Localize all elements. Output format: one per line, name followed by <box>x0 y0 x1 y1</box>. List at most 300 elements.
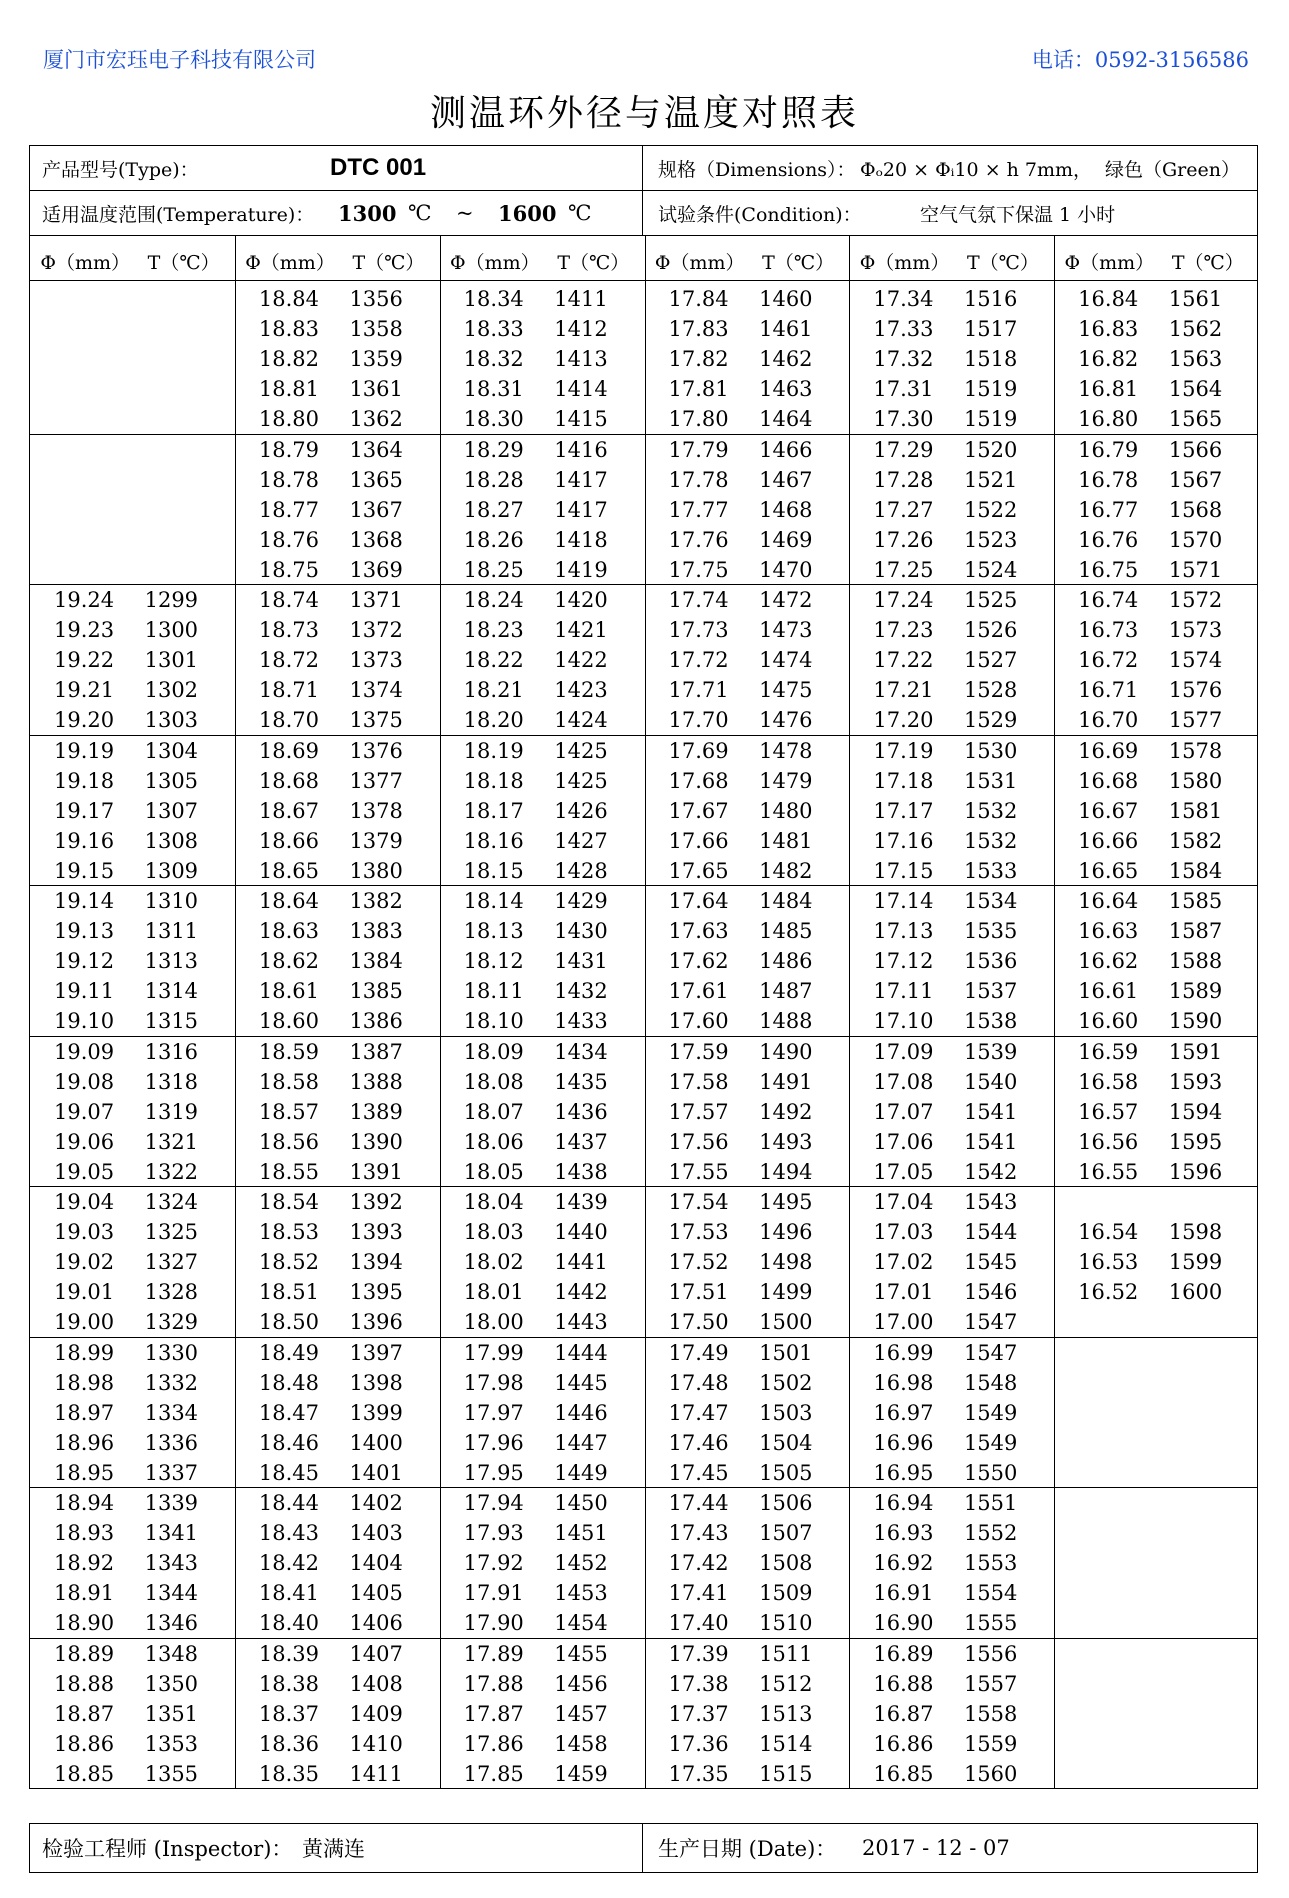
temperature-cell: 1436 <box>554 1099 608 1124</box>
diameter-cell: 16.53 <box>1078 1250 1139 1275</box>
diameter-cell: 16.55 <box>1078 1159 1139 1184</box>
diameter-cell: 18.99 <box>54 1340 115 1365</box>
group-divider <box>30 1638 1257 1639</box>
diameter-cell: 18.38 <box>258 1671 319 1696</box>
temperature-cell: 1566 <box>1168 437 1223 462</box>
temperature-cell: 1404 <box>349 1551 403 1576</box>
diameter-cell: 16.57 <box>1078 1099 1139 1124</box>
temperature-cell: 1594 <box>1168 1099 1223 1124</box>
diameter-cell: 17.18 <box>873 768 934 793</box>
temperature-cell: 1308 <box>144 828 199 853</box>
temperature-cell: 1449 <box>554 1460 608 1485</box>
diameter-cell: 18.61 <box>258 979 319 1004</box>
diameter-cell: 18.90 <box>54 1611 115 1636</box>
diameter-cell: 17.10 <box>873 1009 934 1034</box>
diameter-cell: 19.19 <box>54 738 115 763</box>
diameter-cell: 17.03 <box>873 1220 934 1245</box>
diameter-cell: 17.93 <box>463 1521 524 1546</box>
diameter-cell: 18.62 <box>258 949 319 974</box>
temperature-cell: 1390 <box>349 1129 403 1154</box>
diameter-cell: 18.42 <box>258 1551 319 1576</box>
temperature-cell: 1599 <box>1168 1250 1223 1275</box>
temperature-cell: 1547 <box>963 1340 1018 1365</box>
temperature-cell: 1428 <box>554 858 608 883</box>
diameter-cell: 17.61 <box>668 979 729 1004</box>
diameter-cell: 17.16 <box>873 828 934 853</box>
temperature-cell: 1304 <box>144 738 199 763</box>
temperature-cell: 1447 <box>554 1430 608 1455</box>
temperature-cell: 1416 <box>554 437 608 462</box>
diameter-cell: 16.94 <box>873 1491 934 1515</box>
diameter-cell: 18.40 <box>258 1611 319 1636</box>
temperature-cell: 1488 <box>759 1009 813 1034</box>
temperature-cell: 1302 <box>144 678 199 703</box>
temperature-cell: 1580 <box>1168 768 1223 793</box>
type-value: DTC 001 <box>330 154 427 181</box>
diameter-cell: 18.52 <box>258 1250 319 1275</box>
diameter-cell: 17.32 <box>873 347 934 372</box>
temperature-cell: 1552 <box>963 1521 1018 1546</box>
diameter-cell: 17.11 <box>873 979 934 1004</box>
temperature-cell: 1547 <box>963 1310 1018 1335</box>
diameter-cell: 19.12 <box>54 949 115 974</box>
temperature-cell: 1553 <box>963 1551 1018 1576</box>
temperature-cell: 1468 <box>759 497 813 522</box>
temperature-cell: 1596 <box>1168 1159 1223 1184</box>
temperature-cell: 1467 <box>759 467 813 492</box>
diameter-cell: 17.39 <box>668 1641 729 1666</box>
diameter-cell: 17.04 <box>873 1190 934 1214</box>
diameter-cell: 17.60 <box>668 1009 729 1034</box>
diameter-cell: 16.98 <box>873 1370 934 1395</box>
diameter-cell: 19.02 <box>54 1250 115 1275</box>
diameter-cell: 17.00 <box>873 1310 934 1335</box>
diameter-cell: 17.15 <box>873 858 934 883</box>
diameter-cell: 17.43 <box>668 1521 729 1546</box>
temperature-cell: 1525 <box>963 588 1018 612</box>
temperature-cell: 1309 <box>144 858 199 883</box>
diameter-cell: 17.56 <box>668 1129 729 1154</box>
diameter-cell: 17.05 <box>873 1159 934 1184</box>
info-row-type <box>30 146 1257 191</box>
diameter-cell: 18.31 <box>463 377 524 402</box>
temperature-cell: 1505 <box>759 1460 813 1485</box>
temperature-cell: 1358 <box>349 317 403 342</box>
diameter-cell: 17.13 <box>873 919 934 944</box>
diameter-cell: 16.95 <box>873 1460 934 1485</box>
temperature-cell: 1373 <box>349 648 403 673</box>
temperature-cell: 1539 <box>963 1039 1018 1064</box>
temperature-cell: 1492 <box>759 1099 813 1124</box>
diameter-cell: 16.96 <box>873 1430 934 1455</box>
diameter-cell: 19.00 <box>54 1310 115 1335</box>
temperature-cell: 1314 <box>144 979 199 1004</box>
diameter-cell: 17.88 <box>463 1671 524 1696</box>
temperature-cell: 1310 <box>144 889 199 913</box>
temperature-cell: 1509 <box>759 1581 813 1606</box>
column-header-temperature: T（℃） <box>352 252 425 274</box>
temperature-cell: 1540 <box>963 1069 1018 1094</box>
temperature-cell: 1532 <box>963 828 1018 853</box>
temperature-cell: 1307 <box>144 798 199 823</box>
diameter-cell: 17.95 <box>463 1460 524 1485</box>
diameter-cell: 18.84 <box>258 287 319 311</box>
diameter-cell: 17.83 <box>668 317 729 342</box>
diameter-cell: 19.21 <box>54 678 115 703</box>
group-divider <box>30 1487 1257 1488</box>
spec-color: 绿色（Green） <box>1105 158 1240 181</box>
diameter-cell: 17.02 <box>873 1250 934 1275</box>
diameter-cell: 19.22 <box>54 648 115 673</box>
temperature-cell: 1348 <box>144 1641 199 1666</box>
diameter-cell: 17.41 <box>668 1581 729 1606</box>
temperature-cell: 1442 <box>554 1280 608 1305</box>
temperature-cell: 1457 <box>554 1701 608 1726</box>
temperature-cell: 1484 <box>759 889 813 913</box>
temperature-cell: 1511 <box>759 1641 813 1666</box>
temperature-cell: 1351 <box>144 1701 199 1726</box>
temperature-cell: 1458 <box>554 1731 608 1756</box>
diameter-cell: 18.92 <box>54 1551 115 1576</box>
temperature-cell: 1563 <box>1168 347 1223 372</box>
company-name: 厦门市宏珏电子科技有限公司 <box>43 48 316 72</box>
diameter-cell: 17.49 <box>668 1340 729 1365</box>
diameter-cell: 19.05 <box>54 1159 115 1184</box>
temperature-cell: 1498 <box>759 1250 813 1275</box>
diameter-cell: 18.25 <box>463 557 524 582</box>
temperature-cell: 1541 <box>963 1129 1018 1154</box>
condition-label: 试验条件(Condition)： <box>658 203 862 226</box>
diameter-cell: 18.36 <box>258 1731 319 1756</box>
diameter-cell: 18.78 <box>258 467 319 492</box>
temperature-cell: 1419 <box>554 557 608 582</box>
diameter-cell: 18.87 <box>54 1701 115 1726</box>
diameter-cell: 18.70 <box>258 708 319 733</box>
diameter-cell: 18.72 <box>258 648 319 673</box>
temperature-cell: 1534 <box>963 889 1018 913</box>
temperature-cell: 1480 <box>759 798 813 823</box>
temperature-cell: 1446 <box>554 1400 608 1425</box>
diameter-cell: 17.91 <box>463 1581 524 1606</box>
temperature-cell: 1379 <box>349 828 403 853</box>
temperature-cell: 1543 <box>963 1190 1018 1214</box>
temperature-cell: 1499 <box>759 1280 813 1305</box>
temperature-cell: 1313 <box>144 949 199 974</box>
temp-label: 适用温度范围(Temperature)： <box>42 203 315 226</box>
temperature-cell: 1464 <box>759 407 813 432</box>
diameter-cell: 18.81 <box>258 377 319 402</box>
diameter-cell: 17.92 <box>463 1551 524 1576</box>
column-divider <box>1054 236 1055 1788</box>
diameter-cell: 19.13 <box>54 919 115 944</box>
temperature-cell: 1425 <box>554 738 608 763</box>
diameter-cell: 18.85 <box>54 1761 115 1786</box>
diameter-cell: 18.17 <box>463 798 524 823</box>
diameter-cell: 18.67 <box>258 798 319 823</box>
temperature-cell: 1519 <box>963 377 1018 402</box>
column-header-temperature: T（℃） <box>557 252 630 274</box>
temperature-cell: 1359 <box>349 347 403 372</box>
diameter-cell: 17.22 <box>873 648 934 673</box>
temperature-cell: 1549 <box>963 1430 1018 1455</box>
temperature-cell: 1546 <box>963 1280 1018 1305</box>
diameter-cell: 16.84 <box>1078 287 1139 311</box>
diameter-cell: 18.80 <box>258 407 319 432</box>
temperature-cell: 1474 <box>759 648 813 673</box>
diameter-cell: 16.85 <box>873 1761 934 1786</box>
diameter-cell: 17.67 <box>668 798 729 823</box>
temperature-cell: 1591 <box>1168 1039 1223 1064</box>
temperature-cell: 1545 <box>963 1250 1018 1275</box>
temperature-cell: 1344 <box>144 1581 199 1606</box>
temperature-cell: 1573 <box>1168 618 1223 643</box>
temperature-cell: 1538 <box>963 1009 1018 1034</box>
diameter-cell: 17.97 <box>463 1400 524 1425</box>
diameter-cell: 18.69 <box>258 738 319 763</box>
temperature-cell: 1386 <box>349 1009 403 1034</box>
column-divider <box>235 236 236 1788</box>
temperature-cell: 1554 <box>963 1581 1018 1606</box>
temperature-cell: 1590 <box>1168 1009 1223 1034</box>
diameter-cell: 17.64 <box>668 889 729 913</box>
diameter-cell: 16.80 <box>1078 407 1139 432</box>
diameter-cell: 18.82 <box>258 347 319 372</box>
diameter-cell: 18.21 <box>463 678 524 703</box>
diameter-cell: 17.74 <box>668 588 729 612</box>
diameter-cell: 18.54 <box>258 1190 319 1214</box>
temperature-cell: 1405 <box>349 1581 403 1606</box>
diameter-cell: 18.03 <box>463 1220 524 1245</box>
diameter-cell: 17.79 <box>668 437 729 462</box>
diameter-cell: 17.99 <box>463 1340 524 1365</box>
diameter-cell: 17.35 <box>668 1761 729 1786</box>
temperature-cell: 1429 <box>554 889 608 913</box>
temperature-cell: 1548 <box>963 1370 1018 1395</box>
temperature-cell: 1378 <box>349 798 403 823</box>
temperature-cell: 1409 <box>349 1701 403 1726</box>
temperature-cell: 1412 <box>554 317 608 342</box>
diameter-cell: 17.20 <box>873 708 934 733</box>
temperature-cell: 1519 <box>963 407 1018 432</box>
diameter-cell: 19.07 <box>54 1099 115 1124</box>
temperature-cell: 1456 <box>554 1671 608 1696</box>
temperature-cell: 1365 <box>349 467 403 492</box>
diameter-cell: 18.95 <box>54 1460 115 1485</box>
temperature-cell: 1389 <box>349 1099 403 1124</box>
diameter-cell: 16.86 <box>873 1731 934 1756</box>
data-grid <box>30 281 1257 1788</box>
diameter-cell: 18.48 <box>258 1370 319 1395</box>
diameter-cell: 16.58 <box>1078 1069 1139 1094</box>
temperature-cell: 1506 <box>759 1491 813 1515</box>
temperature-cell: 1395 <box>349 1280 403 1305</box>
temperature-cell: 1418 <box>554 527 608 552</box>
diameter-cell: 18.47 <box>258 1400 319 1425</box>
temperature-cell: 1376 <box>349 738 403 763</box>
temperature-cell: 1403 <box>349 1521 403 1546</box>
diameter-cell: 16.70 <box>1078 708 1139 733</box>
temperature-cell: 1388 <box>349 1069 403 1094</box>
date-label: 生产日期 (Date)： <box>658 1837 837 1861</box>
temperature-cell: 1508 <box>759 1551 813 1576</box>
diameter-cell: 19.18 <box>54 768 115 793</box>
diameter-cell: 18.24 <box>463 588 524 612</box>
temperature-cell: 1318 <box>144 1069 199 1094</box>
diameter-cell: 17.75 <box>668 557 729 582</box>
diameter-cell: 16.92 <box>873 1551 934 1576</box>
comparison-table <box>29 145 1258 1789</box>
diameter-cell: 19.24 <box>54 588 115 612</box>
temperature-cell: 1478 <box>759 738 813 763</box>
temperature-cell: 1462 <box>759 347 813 372</box>
diameter-cell: 16.64 <box>1078 889 1139 913</box>
temperature-cell: 1461 <box>759 317 813 342</box>
diameter-cell: 17.46 <box>668 1430 729 1455</box>
diameter-cell: 18.60 <box>258 1009 319 1034</box>
diameter-cell: 19.08 <box>54 1069 115 1094</box>
temperature-cell: 1434 <box>554 1039 608 1064</box>
temperature-cell: 1397 <box>349 1340 403 1365</box>
diameter-cell: 16.97 <box>873 1400 934 1425</box>
diameter-cell: 18.57 <box>258 1099 319 1124</box>
diameter-cell: 17.24 <box>873 588 934 612</box>
diameter-cell: 17.87 <box>463 1701 524 1726</box>
temperature-cell: 1299 <box>144 588 199 612</box>
temperature-cell: 1551 <box>963 1491 1018 1515</box>
diameter-cell: 16.81 <box>1078 377 1139 402</box>
temperature-cell: 1385 <box>349 979 403 1004</box>
temperature-cell: 1414 <box>554 377 608 402</box>
diameter-cell: 18.00 <box>463 1310 524 1335</box>
diameter-cell: 18.55 <box>258 1159 319 1184</box>
diameter-cell: 17.81 <box>668 377 729 402</box>
diameter-cell: 16.99 <box>873 1340 934 1365</box>
diameter-cell: 17.09 <box>873 1039 934 1064</box>
temperature-cell: 1426 <box>554 798 608 823</box>
diameter-cell: 18.20 <box>463 708 524 733</box>
temperature-cell: 1362 <box>349 407 403 432</box>
temperature-cell: 1337 <box>144 1460 199 1485</box>
diameter-cell: 16.61 <box>1078 979 1139 1004</box>
temperature-cell: 1459 <box>554 1761 608 1786</box>
diameter-cell: 18.59 <box>258 1039 319 1064</box>
diameter-cell: 17.58 <box>668 1069 729 1094</box>
diameter-cell: 18.11 <box>463 979 524 1004</box>
diameter-cell: 19.15 <box>54 858 115 883</box>
diameter-cell: 16.91 <box>873 1581 934 1606</box>
temperature-cell: 1581 <box>1168 798 1223 823</box>
diameter-cell: 17.73 <box>668 618 729 643</box>
temperature-cell: 1544 <box>963 1220 1018 1245</box>
temperature-cell: 1493 <box>759 1129 813 1154</box>
diameter-cell: 19.11 <box>54 979 115 1004</box>
temperature-cell: 1427 <box>554 828 608 853</box>
diameter-cell: 17.19 <box>873 738 934 763</box>
diameter-cell: 17.78 <box>668 467 729 492</box>
diameter-cell: 16.52 <box>1078 1280 1139 1305</box>
diameter-cell: 18.15 <box>463 858 524 883</box>
diameter-cell: 18.56 <box>258 1129 319 1154</box>
temperature-cell: 1443 <box>554 1310 608 1335</box>
diameter-cell: 17.69 <box>668 738 729 763</box>
diameter-cell: 18.98 <box>54 1370 115 1395</box>
temperature-cell: 1387 <box>349 1039 403 1064</box>
temperature-cell: 1361 <box>349 377 403 402</box>
diameter-cell: 18.08 <box>463 1069 524 1094</box>
column-divider <box>849 236 850 1788</box>
diameter-cell: 19.20 <box>54 708 115 733</box>
temperature-cell: 1399 <box>349 1400 403 1425</box>
diameter-cell: 18.37 <box>258 1701 319 1726</box>
temperature-cell: 1584 <box>1168 858 1223 883</box>
diameter-cell: 17.59 <box>668 1039 729 1064</box>
temperature-cell: 1490 <box>759 1039 813 1064</box>
column-header-row <box>30 236 1257 281</box>
diameter-cell: 18.12 <box>463 949 524 974</box>
diameter-cell: 18.05 <box>463 1159 524 1184</box>
temperature-cell: 1417 <box>554 497 608 522</box>
diameter-cell: 18.45 <box>258 1460 319 1485</box>
diameter-cell: 18.43 <box>258 1521 319 1546</box>
temperature-cell: 1367 <box>349 497 403 522</box>
diameter-cell: 17.89 <box>463 1641 524 1666</box>
temperature-cell: 1406 <box>349 1611 403 1636</box>
diameter-cell: 18.66 <box>258 828 319 853</box>
temperature-cell: 1600 <box>1168 1280 1223 1305</box>
temp-unit-low: ℃ <box>408 201 432 225</box>
diameter-cell: 18.06 <box>463 1129 524 1154</box>
temperature-cell: 1502 <box>759 1370 813 1395</box>
temperature-cell: 1570 <box>1168 527 1223 552</box>
diameter-cell: 16.88 <box>873 1671 934 1696</box>
diameter-cell: 18.46 <box>258 1430 319 1455</box>
temperature-cell: 1485 <box>759 919 813 944</box>
temperature-cell: 1470 <box>759 557 813 582</box>
temperature-cell: 1322 <box>144 1159 199 1184</box>
temperature-cell: 1562 <box>1168 317 1223 342</box>
temperature-cell: 1327 <box>144 1250 199 1275</box>
diameter-cell: 17.26 <box>873 527 934 552</box>
diameter-cell: 16.82 <box>1078 347 1139 372</box>
temperature-cell: 1503 <box>759 1400 813 1425</box>
temperature-cell: 1482 <box>759 858 813 883</box>
temperature-cell: 1301 <box>144 648 199 673</box>
temperature-cell: 1408 <box>349 1671 403 1696</box>
diameter-cell: 17.71 <box>668 678 729 703</box>
diameter-cell: 16.76 <box>1078 527 1139 552</box>
temperature-cell: 1392 <box>349 1190 403 1214</box>
diameter-cell: 17.57 <box>668 1099 729 1124</box>
temperature-cell: 1413 <box>554 347 608 372</box>
diameter-cell: 18.29 <box>463 437 524 462</box>
diameter-cell: 16.67 <box>1078 798 1139 823</box>
temperature-cell: 1522 <box>963 497 1018 522</box>
temperature-cell: 1316 <box>144 1039 199 1064</box>
diameter-cell: 17.33 <box>873 317 934 342</box>
diameter-cell: 17.70 <box>668 708 729 733</box>
diameter-cell: 18.35 <box>258 1761 319 1786</box>
temperature-cell: 1372 <box>349 618 403 643</box>
temperature-cell: 1479 <box>759 768 813 793</box>
diameter-cell: 17.82 <box>668 347 729 372</box>
temperature-cell: 1384 <box>349 949 403 974</box>
temperature-cell: 1435 <box>554 1069 608 1094</box>
temperature-cell: 1341 <box>144 1521 199 1546</box>
temperature-cell: 1598 <box>1168 1220 1223 1245</box>
diameter-cell: 17.96 <box>463 1430 524 1455</box>
diameter-cell: 17.45 <box>668 1460 729 1485</box>
diameter-cell: 19.14 <box>54 889 115 913</box>
